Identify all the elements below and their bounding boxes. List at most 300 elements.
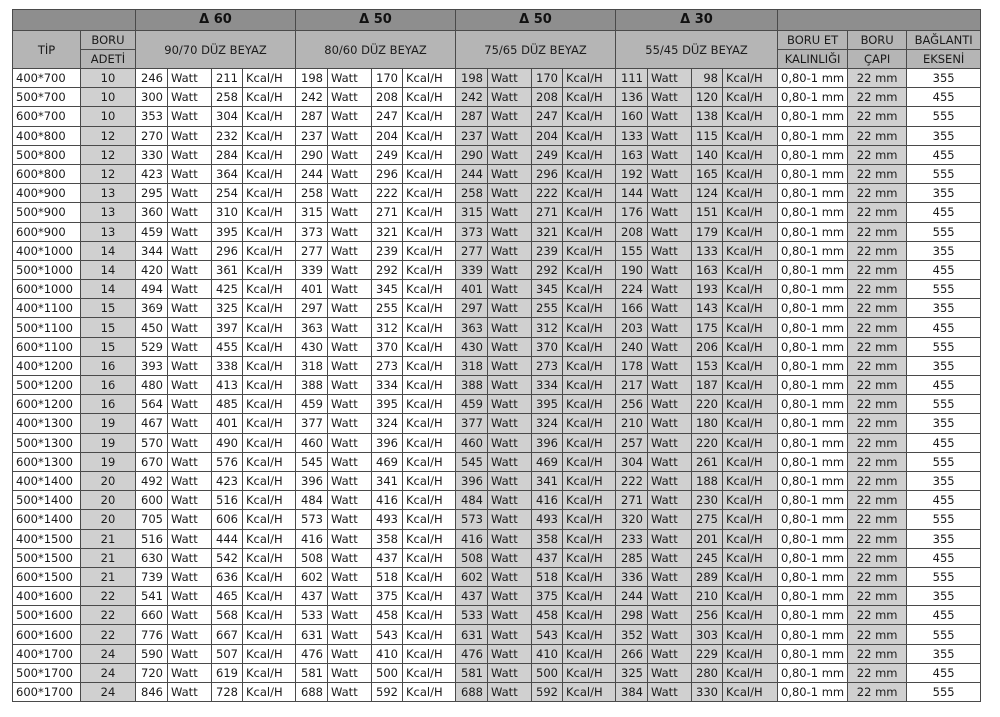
cell-kcal-value: 153 bbox=[692, 356, 723, 375]
cell-watt-value: 460 bbox=[296, 433, 328, 452]
cell-kcal-unit: Kcal/H bbox=[723, 510, 778, 529]
cell-watt-unit: Watt bbox=[328, 241, 372, 260]
cell-watt-unit: Watt bbox=[168, 318, 212, 337]
cell-kcal-unit: Kcal/H bbox=[723, 260, 778, 279]
cell-boru-cap: 22 mm bbox=[848, 203, 907, 222]
cell-tip: 500*1200 bbox=[13, 376, 81, 395]
cell-boru-adeti: 12 bbox=[81, 164, 136, 183]
cell-kcal-value: 341 bbox=[372, 471, 403, 490]
cell-kcal-value: 273 bbox=[532, 356, 563, 375]
cell-boru-adeti: 14 bbox=[81, 280, 136, 299]
column-header-row-1 bbox=[13, 31, 981, 50]
cell-kcal-value: 312 bbox=[532, 318, 563, 337]
cell-kcal-value: 232 bbox=[212, 126, 243, 145]
cell-tip: 500*900 bbox=[13, 203, 81, 222]
cell-kcal-unit: Kcal/H bbox=[563, 107, 616, 126]
cell-watt-unit: Watt bbox=[328, 548, 372, 567]
cell-boru-adeti: 14 bbox=[81, 241, 136, 260]
cell-kcal-value: 170 bbox=[372, 69, 403, 88]
cell-watt-value: 166 bbox=[616, 299, 648, 318]
cell-tip: 400*1600 bbox=[13, 587, 81, 606]
cell-kcal-value: 143 bbox=[692, 299, 723, 318]
cell-watt-value: 631 bbox=[296, 625, 328, 644]
cell-kcal-value: 255 bbox=[532, 299, 563, 318]
cell-kcal-value: 230 bbox=[692, 491, 723, 510]
cell-watt-value: 222 bbox=[616, 471, 648, 490]
cell-watt-unit: Watt bbox=[328, 606, 372, 625]
cell-kcal-value: 458 bbox=[372, 606, 403, 625]
cell-watt-value: 494 bbox=[136, 280, 168, 299]
cell-kcal-value: 469 bbox=[372, 452, 403, 471]
cell-watt-value: 484 bbox=[296, 491, 328, 510]
cell-boru-cap: 22 mm bbox=[848, 337, 907, 356]
cell-kcal-value: 490 bbox=[212, 433, 243, 452]
cell-kcal-unit: Kcal/H bbox=[403, 222, 456, 241]
cell-watt-unit: Watt bbox=[328, 107, 372, 126]
cell-boru-adeti: 15 bbox=[81, 337, 136, 356]
cell-watt-value: 573 bbox=[296, 510, 328, 529]
cell-watt-value: 393 bbox=[136, 356, 168, 375]
cell-kcal-value: 361 bbox=[212, 260, 243, 279]
cell-kcal-value: 543 bbox=[372, 625, 403, 644]
cell-boru-et: 0,80-1 mm bbox=[778, 567, 848, 586]
table-row bbox=[13, 587, 981, 606]
cell-kcal-value: 493 bbox=[372, 510, 403, 529]
cell-kcal-value: 358 bbox=[372, 529, 403, 548]
cell-boru-et: 0,80-1 mm bbox=[778, 683, 848, 702]
cell-boru-et: 0,80-1 mm bbox=[778, 414, 848, 433]
cell-kcal-value: 728 bbox=[212, 683, 243, 702]
cell-watt-unit: Watt bbox=[328, 433, 372, 452]
cell-kcal-unit: Kcal/H bbox=[243, 241, 296, 260]
cell-watt-value: 459 bbox=[296, 395, 328, 414]
cell-kcal-value: 249 bbox=[372, 145, 403, 164]
cell-boru-adeti: 10 bbox=[81, 69, 136, 88]
radiator-spec-table-wrapper bbox=[12, 9, 981, 702]
cell-boru-et: 0,80-1 mm bbox=[778, 318, 848, 337]
cell-tip: 600*1000 bbox=[13, 280, 81, 299]
cell-watt-value: 246 bbox=[136, 69, 168, 88]
cell-kcal-unit: Kcal/H bbox=[403, 587, 456, 606]
cell-kcal-unit: Kcal/H bbox=[723, 452, 778, 471]
cell-watt-value: 450 bbox=[136, 318, 168, 337]
header-boru-adeti-top: BORU bbox=[81, 31, 136, 50]
cell-kcal-unit: Kcal/H bbox=[403, 529, 456, 548]
cell-watt-unit: Watt bbox=[168, 164, 212, 183]
table-row bbox=[13, 567, 981, 586]
cell-boru-et: 0,80-1 mm bbox=[778, 606, 848, 625]
header-tip: TİP bbox=[13, 31, 81, 69]
cell-kcal-unit: Kcal/H bbox=[243, 644, 296, 663]
cell-kcal-unit: Kcal/H bbox=[723, 491, 778, 510]
cell-kcal-unit: Kcal/H bbox=[723, 318, 778, 337]
cell-watt-unit: Watt bbox=[488, 567, 532, 586]
cell-watt-unit: Watt bbox=[488, 88, 532, 107]
cell-boru-cap: 22 mm bbox=[848, 491, 907, 510]
header-boru-cap-bottom: ÇAPI bbox=[848, 50, 907, 69]
cell-watt-value: 660 bbox=[136, 606, 168, 625]
cell-watt-value: 237 bbox=[296, 126, 328, 145]
cell-watt-unit: Watt bbox=[648, 644, 692, 663]
cell-baglanti-ekseni: 455 bbox=[907, 376, 981, 395]
cell-kcal-unit: Kcal/H bbox=[403, 567, 456, 586]
cell-watt-value: 240 bbox=[616, 337, 648, 356]
cell-watt-unit: Watt bbox=[328, 529, 372, 548]
cell-kcal-unit: Kcal/H bbox=[403, 203, 456, 222]
cell-boru-et: 0,80-1 mm bbox=[778, 164, 848, 183]
cell-watt-value: 198 bbox=[296, 69, 328, 88]
cell-kcal-unit: Kcal/H bbox=[563, 280, 616, 299]
cell-kcal-unit: Kcal/H bbox=[403, 318, 456, 337]
cell-kcal-unit: Kcal/H bbox=[563, 452, 616, 471]
cell-kcal-unit: Kcal/H bbox=[403, 414, 456, 433]
cell-baglanti-ekseni: 455 bbox=[907, 88, 981, 107]
cell-watt-value: 360 bbox=[136, 203, 168, 222]
cell-watt-unit: Watt bbox=[648, 395, 692, 414]
cell-watt-value: 290 bbox=[296, 145, 328, 164]
table-row bbox=[13, 491, 981, 510]
cell-watt-value: 190 bbox=[616, 260, 648, 279]
cell-watt-unit: Watt bbox=[648, 376, 692, 395]
cell-watt-unit: Watt bbox=[168, 625, 212, 644]
cell-watt-unit: Watt bbox=[488, 452, 532, 471]
cell-watt-value: 297 bbox=[296, 299, 328, 318]
cell-kcal-unit: Kcal/H bbox=[723, 395, 778, 414]
cell-kcal-unit: Kcal/H bbox=[563, 69, 616, 88]
cell-watt-unit: Watt bbox=[168, 69, 212, 88]
cell-kcal-value: 204 bbox=[532, 126, 563, 145]
table-body bbox=[13, 69, 981, 702]
cell-watt-value: 581 bbox=[456, 663, 488, 682]
cell-kcal-unit: Kcal/H bbox=[403, 107, 456, 126]
cell-kcal-unit: Kcal/H bbox=[243, 491, 296, 510]
cell-kcal-value: 542 bbox=[212, 548, 243, 567]
cell-kcal-value: 206 bbox=[692, 337, 723, 356]
cell-watt-unit: Watt bbox=[168, 644, 212, 663]
cell-kcal-value: 296 bbox=[212, 241, 243, 260]
cell-kcal-unit: Kcal/H bbox=[563, 587, 616, 606]
cell-watt-value: 570 bbox=[136, 433, 168, 452]
cell-watt-value: 369 bbox=[136, 299, 168, 318]
cell-kcal-value: 120 bbox=[692, 88, 723, 107]
table-row bbox=[13, 376, 981, 395]
cell-boru-cap: 22 mm bbox=[848, 510, 907, 529]
cell-watt-unit: Watt bbox=[328, 164, 372, 183]
cell-boru-cap: 22 mm bbox=[848, 625, 907, 644]
cell-kcal-unit: Kcal/H bbox=[243, 433, 296, 452]
cell-kcal-unit: Kcal/H bbox=[243, 164, 296, 183]
cell-watt-unit: Watt bbox=[168, 241, 212, 260]
cell-boru-adeti: 21 bbox=[81, 529, 136, 548]
cell-kcal-unit: Kcal/H bbox=[403, 548, 456, 567]
cell-watt-unit: Watt bbox=[648, 663, 692, 682]
cell-boru-cap: 22 mm bbox=[848, 548, 907, 567]
cell-kcal-value: 296 bbox=[532, 164, 563, 183]
cell-kcal-value: 133 bbox=[692, 241, 723, 260]
cell-boru-et: 0,80-1 mm bbox=[778, 548, 848, 567]
cell-watt-value: 242 bbox=[456, 88, 488, 107]
cell-boru-et: 0,80-1 mm bbox=[778, 222, 848, 241]
cell-tip: 600*1700 bbox=[13, 683, 81, 702]
cell-kcal-value: 606 bbox=[212, 510, 243, 529]
cell-kcal-value: 304 bbox=[212, 107, 243, 126]
cell-kcal-unit: Kcal/H bbox=[723, 356, 778, 375]
cell-boru-adeti: 13 bbox=[81, 203, 136, 222]
cell-watt-unit: Watt bbox=[648, 145, 692, 164]
cell-kcal-value: 222 bbox=[372, 184, 403, 203]
cell-watt-value: 739 bbox=[136, 567, 168, 586]
cell-boru-et: 0,80-1 mm bbox=[778, 529, 848, 548]
cell-kcal-unit: Kcal/H bbox=[243, 337, 296, 356]
cell-tip: 400*1700 bbox=[13, 644, 81, 663]
cell-watt-unit: Watt bbox=[648, 222, 692, 241]
cell-baglanti-ekseni: 355 bbox=[907, 644, 981, 663]
cell-watt-value: 630 bbox=[136, 548, 168, 567]
cell-tip: 600*1400 bbox=[13, 510, 81, 529]
cell-watt-value: 315 bbox=[456, 203, 488, 222]
cell-kcal-unit: Kcal/H bbox=[563, 222, 616, 241]
cell-watt-value: 401 bbox=[296, 280, 328, 299]
cell-kcal-value: 334 bbox=[372, 376, 403, 395]
cell-watt-unit: Watt bbox=[648, 88, 692, 107]
cell-tip: 600*1200 bbox=[13, 395, 81, 414]
cell-boru-adeti: 12 bbox=[81, 126, 136, 145]
cell-baglanti-ekseni: 555 bbox=[907, 107, 981, 126]
cell-kcal-value: 124 bbox=[692, 184, 723, 203]
cell-kcal-unit: Kcal/H bbox=[243, 395, 296, 414]
cell-watt-value: 298 bbox=[616, 606, 648, 625]
cell-boru-et: 0,80-1 mm bbox=[778, 491, 848, 510]
cell-kcal-value: 465 bbox=[212, 587, 243, 606]
cell-kcal-value: 324 bbox=[372, 414, 403, 433]
cell-watt-unit: Watt bbox=[168, 683, 212, 702]
delta-50-b: Δ 50 bbox=[456, 10, 616, 31]
cell-kcal-unit: Kcal/H bbox=[563, 241, 616, 260]
cell-watt-value: 516 bbox=[136, 529, 168, 548]
cell-watt-value: 373 bbox=[296, 222, 328, 241]
cell-watt-value: 688 bbox=[456, 683, 488, 702]
cell-kcal-value: 140 bbox=[692, 145, 723, 164]
cell-boru-adeti: 13 bbox=[81, 184, 136, 203]
cell-watt-value: 304 bbox=[616, 452, 648, 471]
cell-boru-adeti: 20 bbox=[81, 510, 136, 529]
cell-watt-unit: Watt bbox=[168, 203, 212, 222]
cell-kcal-unit: Kcal/H bbox=[723, 88, 778, 107]
cell-watt-value: 484 bbox=[456, 491, 488, 510]
cell-watt-value: 467 bbox=[136, 414, 168, 433]
cell-watt-unit: Watt bbox=[648, 587, 692, 606]
cell-kcal-value: 592 bbox=[372, 683, 403, 702]
cell-kcal-unit: Kcal/H bbox=[403, 683, 456, 702]
cell-tip: 500*700 bbox=[13, 88, 81, 107]
cell-tip: 500*1500 bbox=[13, 548, 81, 567]
cell-kcal-value: 410 bbox=[532, 644, 563, 663]
cell-boru-adeti: 15 bbox=[81, 318, 136, 337]
cell-kcal-value: 395 bbox=[212, 222, 243, 241]
cell-baglanti-ekseni: 555 bbox=[907, 683, 981, 702]
cell-watt-value: 705 bbox=[136, 510, 168, 529]
cell-watt-unit: Watt bbox=[328, 337, 372, 356]
cell-watt-value: 208 bbox=[616, 222, 648, 241]
cell-kcal-value: 321 bbox=[532, 222, 563, 241]
cell-kcal-value: 568 bbox=[212, 606, 243, 625]
cell-watt-value: 271 bbox=[616, 491, 648, 510]
cell-baglanti-ekseni: 355 bbox=[907, 356, 981, 375]
cell-boru-et: 0,80-1 mm bbox=[778, 452, 848, 471]
cell-watt-value: 277 bbox=[296, 241, 328, 260]
cell-kcal-unit: Kcal/H bbox=[243, 471, 296, 490]
delta-30: Δ 30 bbox=[616, 10, 778, 31]
cell-kcal-value: 138 bbox=[692, 107, 723, 126]
cell-kcal-unit: Kcal/H bbox=[403, 491, 456, 510]
cell-watt-value: 315 bbox=[296, 203, 328, 222]
cell-baglanti-ekseni: 455 bbox=[907, 433, 981, 452]
cell-baglanti-ekseni: 455 bbox=[907, 145, 981, 164]
cell-kcal-unit: Kcal/H bbox=[243, 145, 296, 164]
cell-boru-cap: 22 mm bbox=[848, 433, 907, 452]
cell-watt-unit: Watt bbox=[488, 203, 532, 222]
cell-boru-adeti: 24 bbox=[81, 663, 136, 682]
cell-boru-cap: 22 mm bbox=[848, 529, 907, 548]
cell-watt-unit: Watt bbox=[648, 471, 692, 490]
cell-kcal-unit: Kcal/H bbox=[563, 529, 616, 548]
cell-watt-unit: Watt bbox=[168, 222, 212, 241]
cell-watt-value: 420 bbox=[136, 260, 168, 279]
table-row bbox=[13, 222, 981, 241]
cell-watt-unit: Watt bbox=[328, 567, 372, 586]
cell-boru-et: 0,80-1 mm bbox=[778, 88, 848, 107]
table-row bbox=[13, 88, 981, 107]
cell-watt-value: 631 bbox=[456, 625, 488, 644]
cell-kcal-unit: Kcal/H bbox=[243, 299, 296, 318]
cell-kcal-value: 395 bbox=[532, 395, 563, 414]
cell-watt-value: 396 bbox=[296, 471, 328, 490]
cell-kcal-value: 518 bbox=[532, 567, 563, 586]
table-row bbox=[13, 414, 981, 433]
cell-watt-unit: Watt bbox=[168, 414, 212, 433]
cell-kcal-value: 273 bbox=[372, 356, 403, 375]
cell-watt-unit: Watt bbox=[488, 510, 532, 529]
cell-kcal-unit: Kcal/H bbox=[403, 395, 456, 414]
cell-watt-value: 401 bbox=[456, 280, 488, 299]
cell-watt-value: 363 bbox=[456, 318, 488, 337]
cell-boru-cap: 22 mm bbox=[848, 376, 907, 395]
cell-watt-value: 533 bbox=[456, 606, 488, 625]
cell-boru-et: 0,80-1 mm bbox=[778, 107, 848, 126]
cell-kcal-unit: Kcal/H bbox=[243, 663, 296, 682]
cell-kcal-value: 500 bbox=[532, 663, 563, 682]
cell-kcal-unit: Kcal/H bbox=[243, 222, 296, 241]
cell-watt-value: 688 bbox=[296, 683, 328, 702]
cell-kcal-unit: Kcal/H bbox=[403, 280, 456, 299]
cell-kcal-value: 247 bbox=[372, 107, 403, 126]
cell-boru-cap: 22 mm bbox=[848, 567, 907, 586]
cell-kcal-value: 416 bbox=[372, 491, 403, 510]
cell-kcal-unit: Kcal/H bbox=[403, 299, 456, 318]
cell-kcal-unit: Kcal/H bbox=[563, 337, 616, 356]
cell-kcal-unit: Kcal/H bbox=[403, 471, 456, 490]
cell-kcal-unit: Kcal/H bbox=[403, 337, 456, 356]
cell-boru-adeti: 22 bbox=[81, 625, 136, 644]
cell-kcal-value: 576 bbox=[212, 452, 243, 471]
cell-kcal-unit: Kcal/H bbox=[563, 567, 616, 586]
cell-boru-cap: 22 mm bbox=[848, 280, 907, 299]
cell-boru-et: 0,80-1 mm bbox=[778, 663, 848, 682]
cell-boru-et: 0,80-1 mm bbox=[778, 203, 848, 222]
cell-kcal-unit: Kcal/H bbox=[243, 548, 296, 567]
cell-watt-unit: Watt bbox=[328, 280, 372, 299]
table-row bbox=[13, 299, 981, 318]
cell-watt-unit: Watt bbox=[488, 395, 532, 414]
cell-tip: 600*1600 bbox=[13, 625, 81, 644]
cell-kcal-unit: Kcal/H bbox=[243, 625, 296, 644]
cell-watt-unit: Watt bbox=[488, 644, 532, 663]
cell-boru-cap: 22 mm bbox=[848, 299, 907, 318]
cell-kcal-unit: Kcal/H bbox=[243, 452, 296, 471]
cell-watt-value: 244 bbox=[456, 164, 488, 183]
cell-watt-unit: Watt bbox=[168, 145, 212, 164]
cell-kcal-unit: Kcal/H bbox=[243, 203, 296, 222]
cell-watt-unit: Watt bbox=[328, 260, 372, 279]
cell-kcal-unit: Kcal/H bbox=[563, 260, 616, 279]
cell-kcal-unit: Kcal/H bbox=[243, 606, 296, 625]
cell-watt-value: 846 bbox=[136, 683, 168, 702]
cell-watt-value: 237 bbox=[456, 126, 488, 145]
cell-kcal-unit: Kcal/H bbox=[563, 414, 616, 433]
cell-kcal-unit: Kcal/H bbox=[723, 145, 778, 164]
cell-kcal-unit: Kcal/H bbox=[723, 587, 778, 606]
cell-watt-value: 144 bbox=[616, 184, 648, 203]
cell-baglanti-ekseni: 555 bbox=[907, 280, 981, 299]
cell-kcal-value: 170 bbox=[532, 69, 563, 88]
cell-watt-unit: Watt bbox=[168, 280, 212, 299]
cell-boru-cap: 22 mm bbox=[848, 126, 907, 145]
cell-watt-value: 720 bbox=[136, 663, 168, 682]
cell-kcal-unit: Kcal/H bbox=[563, 126, 616, 145]
cell-watt-value: 295 bbox=[136, 184, 168, 203]
cell-kcal-unit: Kcal/H bbox=[563, 376, 616, 395]
cell-kcal-value: 179 bbox=[692, 222, 723, 241]
cell-boru-adeti: 21 bbox=[81, 548, 136, 567]
cell-boru-adeti: 12 bbox=[81, 145, 136, 164]
cell-watt-unit: Watt bbox=[648, 433, 692, 452]
cell-watt-value: 266 bbox=[616, 644, 648, 663]
cell-watt-value: 339 bbox=[456, 260, 488, 279]
cell-kcal-unit: Kcal/H bbox=[563, 471, 616, 490]
cell-kcal-unit: Kcal/H bbox=[563, 318, 616, 337]
table-row bbox=[13, 203, 981, 222]
cell-tip: 500*1400 bbox=[13, 491, 81, 510]
cell-kcal-unit: Kcal/H bbox=[723, 625, 778, 644]
cell-boru-cap: 22 mm bbox=[848, 356, 907, 375]
cell-kcal-unit: Kcal/H bbox=[403, 260, 456, 279]
cell-watt-value: 590 bbox=[136, 644, 168, 663]
cell-watt-value: 670 bbox=[136, 452, 168, 471]
table-row bbox=[13, 452, 981, 471]
cell-watt-unit: Watt bbox=[488, 491, 532, 510]
delta-60: Δ 60 bbox=[136, 10, 296, 31]
table-row bbox=[13, 548, 981, 567]
delta-50-a: Δ 50 bbox=[296, 10, 456, 31]
cell-kcal-value: 416 bbox=[532, 491, 563, 510]
cell-watt-unit: Watt bbox=[328, 126, 372, 145]
cell-kcal-value: 292 bbox=[532, 260, 563, 279]
cell-kcal-value: 543 bbox=[532, 625, 563, 644]
cell-kcal-value: 338 bbox=[212, 356, 243, 375]
table-row bbox=[13, 663, 981, 682]
cell-watt-unit: Watt bbox=[328, 683, 372, 702]
cell-watt-unit: Watt bbox=[488, 337, 532, 356]
